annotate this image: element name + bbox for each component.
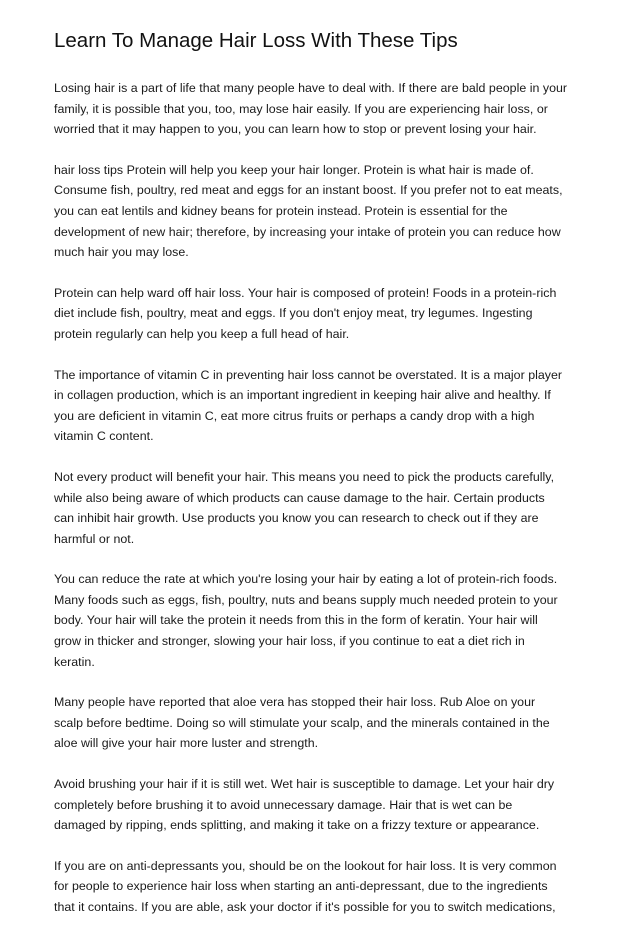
document-title: Learn To Manage Hair Loss With These Tips (54, 29, 458, 52)
text-line: family, it is possible that you, too, may lose hair easily. If you are experiencing hair loss, or (54, 101, 548, 116)
text-line: scalp before bedtime. Doing so will stimulate your scalp, and the minerals contained in the (54, 715, 550, 730)
text-line: for people to experience hair loss when starting an anti-depressant, due to the ingredients (54, 879, 548, 894)
text-line: Protein can help ward off hair loss. Your hair is composed of protein! Foods in a protein-rich (54, 285, 557, 300)
text-line: Many people have reported that aloe vera has stopped their hair loss. Rub Aloe on your (54, 695, 536, 710)
text-line: Consume fish, poultry, red meat and eggs for an instant boost. If you prefer not to eat meats, (54, 183, 563, 198)
text-line: protein regularly can help you keep a full head of hair. (54, 326, 350, 341)
paragraph-3 (54, 283, 602, 345)
text-line: completely before brushing it to avoid unnecessary damage. Hair that is wet can be (54, 797, 513, 812)
text-line: grow in thicker and stronger, slowing your hair loss, if you continue to eat a diet rich in (54, 634, 525, 649)
document-page (54, 26, 602, 938)
paragraph-8 (54, 774, 602, 836)
text-line: body. Your hair will take the protein it needs from this in the form of keratin. Your hair will (54, 613, 538, 628)
text-line: damaged by ripping, ends splitting, and making it take on a frizzy texture or appearance. (54, 818, 540, 833)
text-line: harmful or not. (54, 531, 135, 546)
text-line: hair loss tips Protein will help you keep your hair longer. Protein is what hair is made of. (54, 162, 534, 177)
text-line: in collagen production, which is an important ingredient in keeping hair alive and healthy. If (54, 388, 551, 403)
text-line: can inhibit hair growth. Use products you know you can research to check out if they are (54, 511, 539, 526)
text-line: The importance of vitamin C in preventing hair loss cannot be overstated. It is a major player (54, 367, 563, 382)
text-line: while also being aware of which products can cause damage to the hair. Certain products (54, 490, 545, 505)
text-line: that it contains. If you are able, ask your doctor if it's possible for you to switch medications, (54, 900, 556, 914)
paragraph-6 (54, 569, 602, 672)
paragraph-5 (54, 467, 602, 549)
text-line: Avoid brushing your hair if it is still wet. Wet hair is susceptible to damage. Let your hair dry (54, 777, 555, 792)
text-line: You can reduce the rate at which you're losing your hair by eating a lot of protein-rich foods. (54, 572, 558, 587)
paragraph-4 (54, 365, 602, 447)
text-line: Many foods such as eggs, fish, poultry, nuts and beans supply much needed protein to your (54, 592, 558, 607)
text-line: aloe will give your hair more luster and strength. (54, 736, 319, 751)
text-line: development of new hair; therefore, by increasing your intake of protein you can reduce how (54, 224, 561, 239)
paragraph-9 (54, 856, 602, 918)
paragraph-1 (54, 78, 602, 140)
text-line: Not every product will benefit your hair. This means you need to pick the products carefully, (54, 469, 555, 484)
text-line: vitamin C content. (54, 429, 154, 444)
text-line: much hair you may lose. (54, 245, 189, 260)
text-line: you are deficient in vitamin C, eat more citrus fruits or perhaps a candy drop with a high (54, 408, 535, 423)
paragraph-2 (54, 160, 602, 263)
text-line: diet include fish, poultry, meat and eggs. If you don't enjoy meat, try legumes. Ingesting (54, 306, 533, 321)
text-line: keratin. (54, 654, 95, 669)
paragraph-7 (54, 692, 602, 754)
text-line: worried that it may happen to you, you can learn how to stop or prevent losing your hair. (54, 122, 537, 137)
text-line: Losing hair is a part of life that many people have to deal with. If there are bald people in your (54, 81, 568, 95)
text-line: If you are on anti-depressants you, should be on the lookout for hair loss. It is very common (54, 858, 557, 873)
text-line: you can eat lentils and kidney beans for protein instead. Protein is essential for the (54, 203, 508, 218)
